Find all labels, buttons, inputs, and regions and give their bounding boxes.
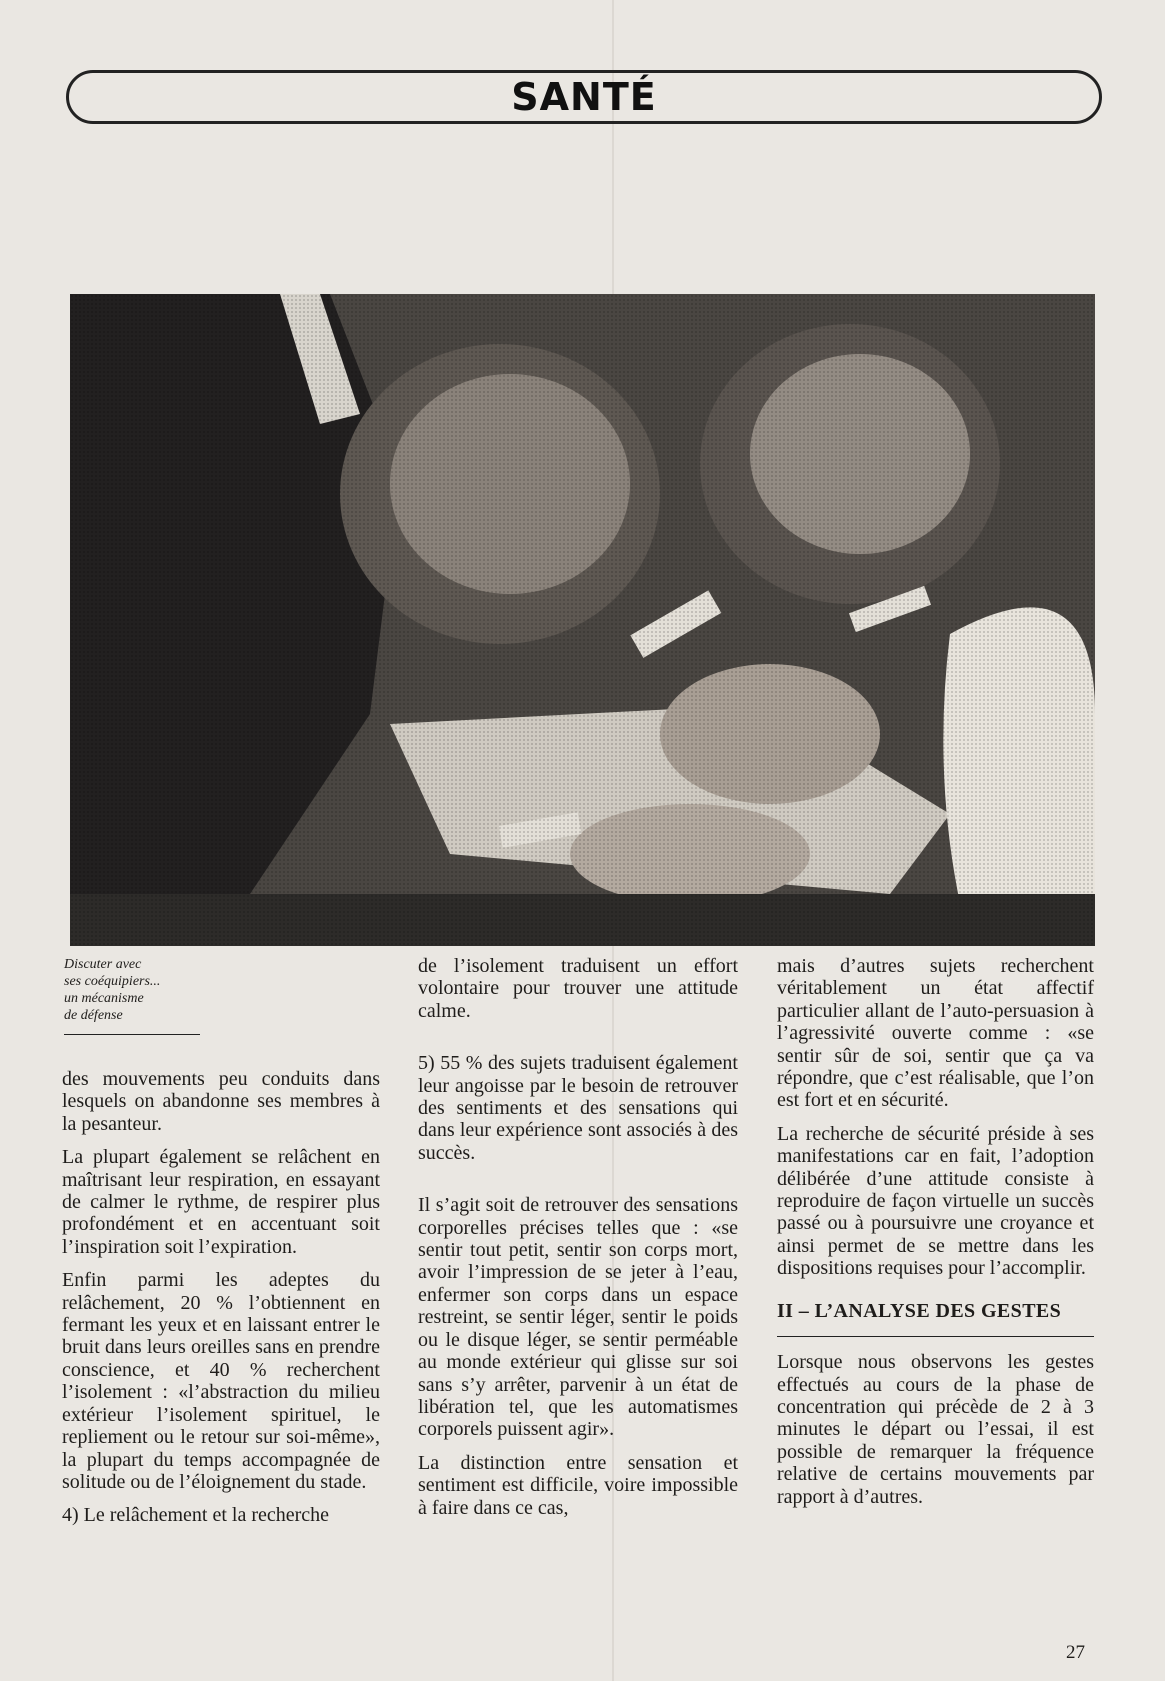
- photo-illustration: [70, 294, 1095, 946]
- photo-caption: [64, 956, 200, 1024]
- paragraph: 5) 55 % des sujets traduisent également leur angoisse par le besoin de retrouver des sentiments et des sensations qui dans leur expérience sont associés à des succès.: [418, 1052, 738, 1164]
- section-heading: II – L’ANALYSE DES GESTES: [777, 1300, 1094, 1337]
- page-number: 27: [1066, 1642, 1085, 1663]
- paragraph: Enfin parmi les adeptes du relâchement, 20 % l’obtiennent en fermant les yeux et en laissant entrer le bruit dans leurs oreilles sans en prendre conscience, et 40 % recherchent l’isolement : «l’abstraction du milieu extérieur l’isolement spirituel, le repliement ou le retour sur soi-même», la plupart du temps accompagnée de solitude ou de l’éloignement du stade.: [62, 1269, 380, 1493]
- paragraph: La recherche de sécurité préside à ses manifestations car en fait, l’adoption délibérée d’une attitude consiste à reproduire de façon virtuelle un succès passé ou à poursuivre une croyance et ainsi permet de se mettre dans les dispositions requises pour l’accomplir.: [777, 1122, 1094, 1280]
- paragraph: Il s’agit soit de retrouver des sensations corporelles précises telles que : «se sentir tout petit, sentir son corps mort, avoir l’impression de se jeter à l’eau, enfermer son corps dans un espace restreint, se sentir léger, sentir le poids ou le disque léger, se sentir perméable au monde extérieur qui glisse sur soi sans s’y arrêter, parvenir à un état de libération tel, que les automatismes corporels puissent agir».: [418, 1194, 738, 1441]
- article-column-1: [62, 1068, 380, 1538]
- caption-line: un mécanisme: [64, 991, 144, 1006]
- paragraph: des mouvements peu conduits dans lesquels on abandonne ses membres à la pesanteur.: [62, 1068, 380, 1135]
- article-column-3: [777, 955, 1094, 1519]
- caption-line: Discuter avec: [64, 957, 142, 972]
- paragraph: La plupart également se relâchent en maîtrisant leur respiration, en essayant de calmer le rythme, de respirer plus profondément et en accentuant soit l’inspiration soit l’expiration.: [62, 1146, 380, 1258]
- paragraph: Lorsque nous observons les gestes effectués au cours de la phase de concentration qui précède de 2 à 3 minutes le départ ou l’essai, il est possible de remarquer la fréquence relative de certains mouvements par rapport à d’autres.: [777, 1351, 1094, 1508]
- paragraph: mais d’autres sujets recherchent véritablement un état affectif particulier allant de l’auto-persuasion à l’agressivité ouverte comme : «se sentir sûr de soi, sentir que ça va répondre, que c’est réalisable, que l’on est fort et en sécurité.: [777, 955, 1094, 1112]
- section-title: SANTÉ: [511, 75, 657, 119]
- paragraph: de l’isolement traduisent un effort volontaire pour trouver une attitude calme.: [418, 955, 738, 1022]
- paragraph: La distinction entre sensation et sentiment est difficile, voire impossible à faire dans ce cas,: [418, 1451, 738, 1519]
- article-column-2: [418, 955, 738, 1530]
- caption-rule: [64, 1034, 200, 1035]
- caption-line: de défense: [64, 1008, 123, 1023]
- paragraph: 4) Le relâchement et la recherche: [62, 1504, 330, 1527]
- caption-line: ses coéquipiers...: [64, 974, 161, 989]
- team-huddle-photo: [70, 294, 1095, 946]
- section-banner: [66, 70, 1102, 124]
